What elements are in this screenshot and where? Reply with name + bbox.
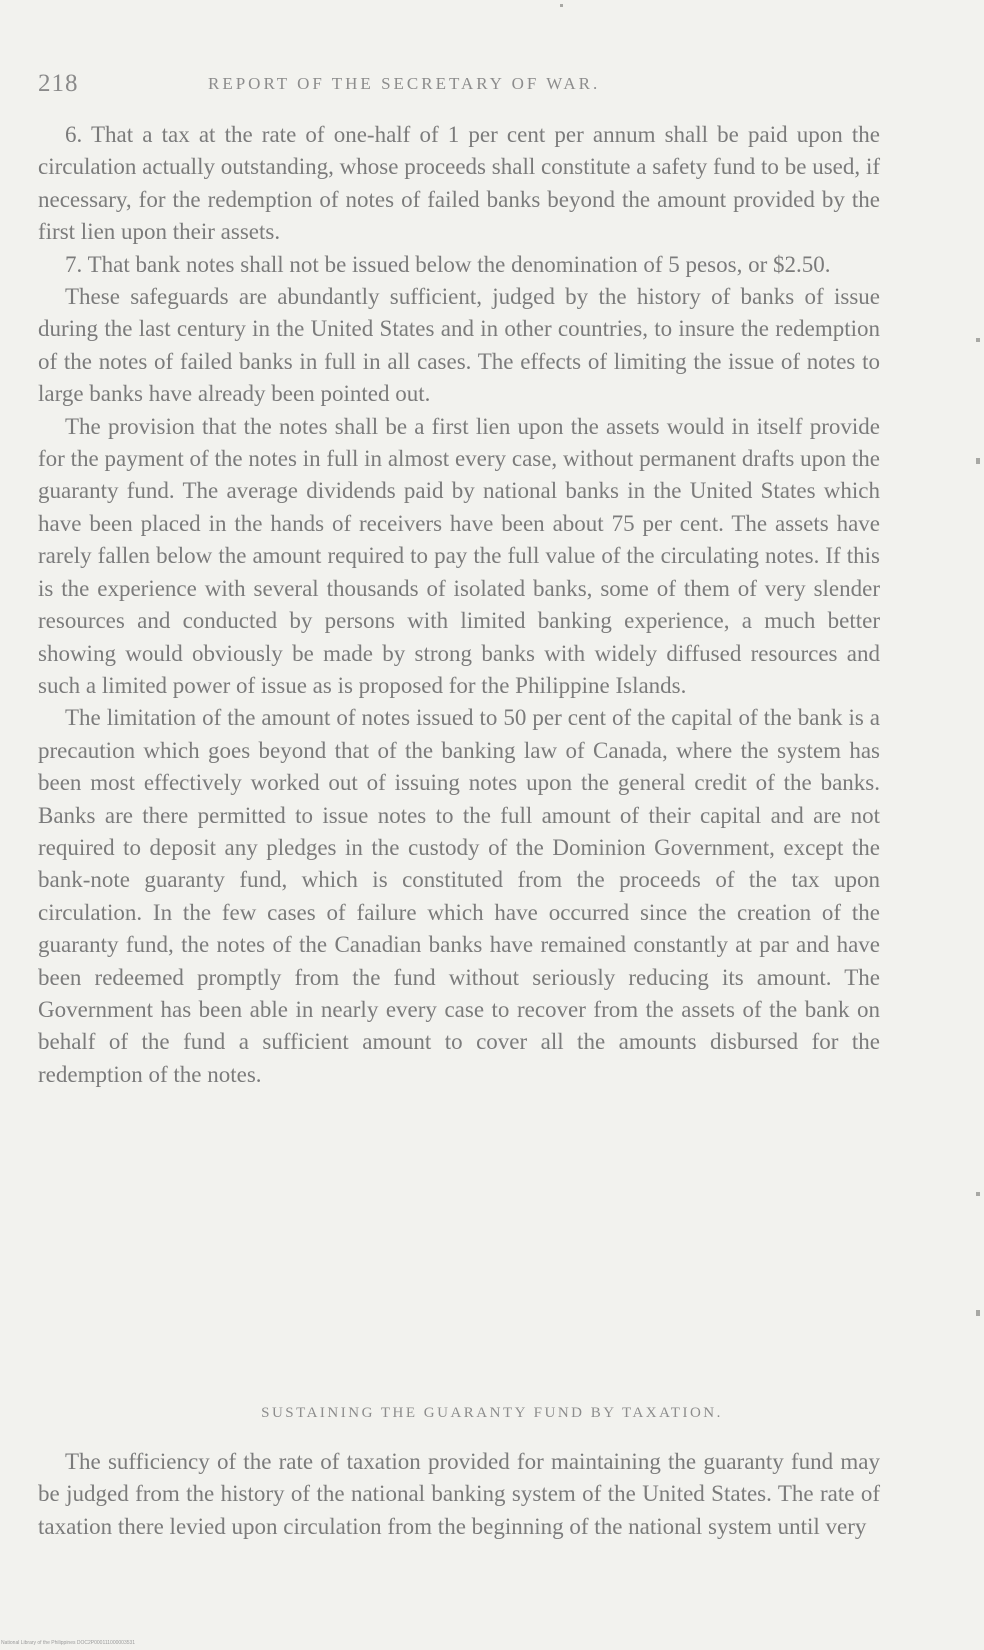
- section-heading: SUSTAINING THE GUARANTY FUND BY TAXATION.: [261, 1405, 723, 1421]
- page-number: 218: [38, 70, 79, 97]
- paragraph: These safeguards are abundantly sufficient, judged by the history of banks of issue during the last century in the United States and in other countries, to insure the redemption of the notes of failed banks in full in all cases. The effects of limiting the issue of notes to large banks have already been pointed out.: [38, 284, 880, 407]
- running-head: REPORT OF THE SECRETARY OF WAR.: [208, 74, 601, 93]
- paragraph: The sufficiency of the rate of taxation provided for maintaining the guaranty fund may be judged from the history of the national banking system of the United States. The rate of taxation there levied upon circulation from the beginning of the national system until very: [38, 1449, 880, 1539]
- margin-mark: [976, 1310, 980, 1316]
- paragraph: 7. That bank notes shall not be issued below the denomination of 5 pesos, or $2.50.: [65, 251, 831, 277]
- margin-mark: [976, 1192, 980, 1196]
- section-body-text: [38, 1446, 880, 1543]
- margin-mark: [560, 4, 563, 7]
- page-header: [38, 70, 878, 100]
- paragraph: The limitation of the amount of notes issued to 50 per cent of the capital of the bank is a precaution which goes beyond that of the banking law of Canada, where the system has been most effectively worked out of issuing notes upon the general credit of the banks. Banks are there permitted to issue notes to the full amount of their capital and are not required to deposit any pledges in the custody of the Dominion Government, except the bank-note guaranty fund, which is constituted from the proceeds of the tax upon circulation. In the few cases of failure which have occurred since the creation of the guaranty fund, the notes of the Canadian banks have remained constantly at par and have been redeemed promptly from the fund without seriously reducing its amount. The Government has been able in nearly every case to recover from the assets of the bank on behalf of the fund a sufficient amount to cover all the amounts disbursed for the redemption of the notes.: [38, 705, 880, 1087]
- body-text: [38, 119, 880, 1091]
- paragraph: 6. That a tax at the rate of one-half of 1 per cent per annum shall be paid upon the circulation actually outstanding, whose proceeds shall constitute a safety fund to be used, if necessary, for the redemption of notes of failed banks beyond the amount provided by the first lien upon their assets.: [38, 122, 880, 245]
- margin-mark: [976, 338, 980, 342]
- footer-stamp: National Library of the Philippines DOC2P000111000003531: [1, 1640, 136, 1646]
- margin-mark: [976, 458, 980, 464]
- paragraph: The provision that the notes shall be a first lien upon the assets would in itself provide for the payment of the notes in full in almost every case, without permanent drafts upon the guaranty fund. The average dividends paid by national banks in the United States which have been placed in the hands of receivers have been about 75 per cent. The assets have rarely fallen below the amount required to pay the full value of the circulating notes. If this is the experience with several thousands of isolated banks, some of them of very slender resources and conducted by persons with limited banking experience, a much better showing would obviously be made by strong banks with widely diffused resources and such a limited power of issue as is proposed for the Philippine Islands.: [38, 413, 880, 698]
